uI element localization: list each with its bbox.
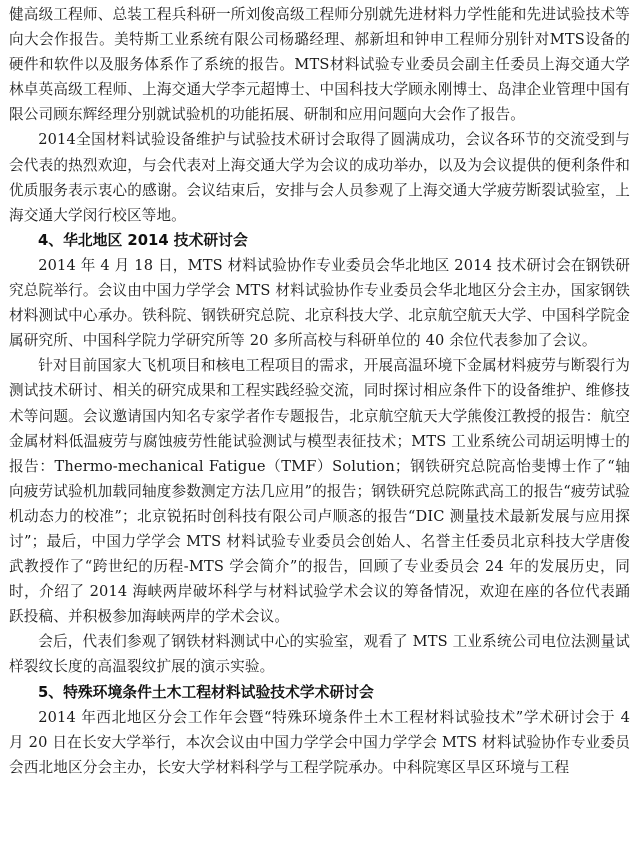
paragraph-north-china-visit: 会后，代表们参观了钢铁材料测试中心的实验室，观看了 MTS 工业系统公司电位法测量试样裂纹长度的高温裂纹扩展的演示实验。 — [9, 633, 630, 676]
paragraph-reports-continued: 健高级工程师、总装工程兵科研一所刘俊高级工程师分别就先进材料力学性能和先进试验技术等向大会作报告。美特斯工业系统有限公司杨璐经理、郝新坦和钟申工程师分别针对MTS设备的硬件和软件以及服务体系作了系统的报告。MTS材料试验专业委员会副主任委员上海交通大学林卓英高级工程师、上海交通大学李元超博士、中国科技大学顾永刚博士、岛津企业管理中国有限公司顾东辉经理分别就试验机的功能拓展、研制和应用问题向大会作了报告。 — [9, 6, 630, 124]
document-page — [0, 2, 640, 865]
section-heading-north-china: 4、华北地区 2014 技术研讨会 — [38, 231, 248, 249]
paragraph-north-china-reports: 针对目前国家大飞机项目和核电工程项目的需求，开展高温环境下金属材料疲劳与断裂行为测试技术研讨、相关的研究成果和工程实践经验交流，同时探讨相应条件下的设备维护、维修技术等问题。会议邀请国内知名专家学者作专题报告，北京航空航天大学熊俊江教授的报告：航空金属材料低温疲劳与腐蚀疲劳性能试验测试与模型表征技术；MTS 工业系统公司胡运明博士的报告：Thermo-mechanical Fatigue（TMF）Solution；钢铁研究总院高怡斐博士作了“轴向疲劳试验机加载同轴度参数测定方法几应用”的报告；钢铁研究总院陈武高工的报告“疲劳试验机动态力的校准”；北京锐拓时创科技有限公司卢顺忞的报告“DIC 测量技术最新发展与应用探讨”；最后，中国力学学会 MTS 材料试验专业委员会创始人、名誉主任委员北京科技大学唐俊武教授作了“跨世纪的历程-MTS 学会简介”的报告，回顾了专业委员会 24 年的发展历史，同时，介绍了 2014 海峡两岸破坏科学与材料试验学术会议的筹备情况，欢迎在座的各位代表踊跃投稿、并积极参加海峡两岸的学术会议。 — [9, 357, 630, 626]
paragraph-north-china-meeting: 2014 年 4 月 18 日，MTS 材料试验协作专业委员会华北地区 2014 技术研讨会在钢铁研究总院举行。会议由中国力学学会 MTS 材料试验协作专业委员会华北地区分会主办，国家钢铁材料测试中心承办。铁科院、钢铁研究总院、北京科技大学、北京航空航天大学、中国科学院金属研究所、中国科学院力学研究所等 20 多所高校与科研单位的 40 余位代表参加了会议。 — [9, 256, 630, 350]
paragraph-conference-summary: 2014全国材料试验设备维护与试验技术研讨会取得了圆满成功，会议各环节的交流受到与会代表的热烈欢迎，与会代表对上海交通大学为会议的成功举办，以及为会议提供的便利条件和优质服务表示衷心的感谢。会议结束后，安排与会人员参观了上海交通大学疲劳断裂试验室，上海交通大学闵行校区等地。 — [9, 131, 630, 224]
section-heading-special-environment: 5、特殊环境条件土木工程材料试验技术学术研讨会 — [38, 683, 374, 701]
paragraph-northwest-meeting: 2014 年西北地区分会工作年会暨“特殊环境条件土木工程材料试验技术”学术研讨会于 4 月 20 日在长安大学举行，本次会议由中国力学学会中国力学学会 MTS 材料试验协作专业委员会西北地区分会主办，长安大学材料科学与工程学院承办。中科院寒区旱区环境与工程 — [9, 708, 630, 776]
